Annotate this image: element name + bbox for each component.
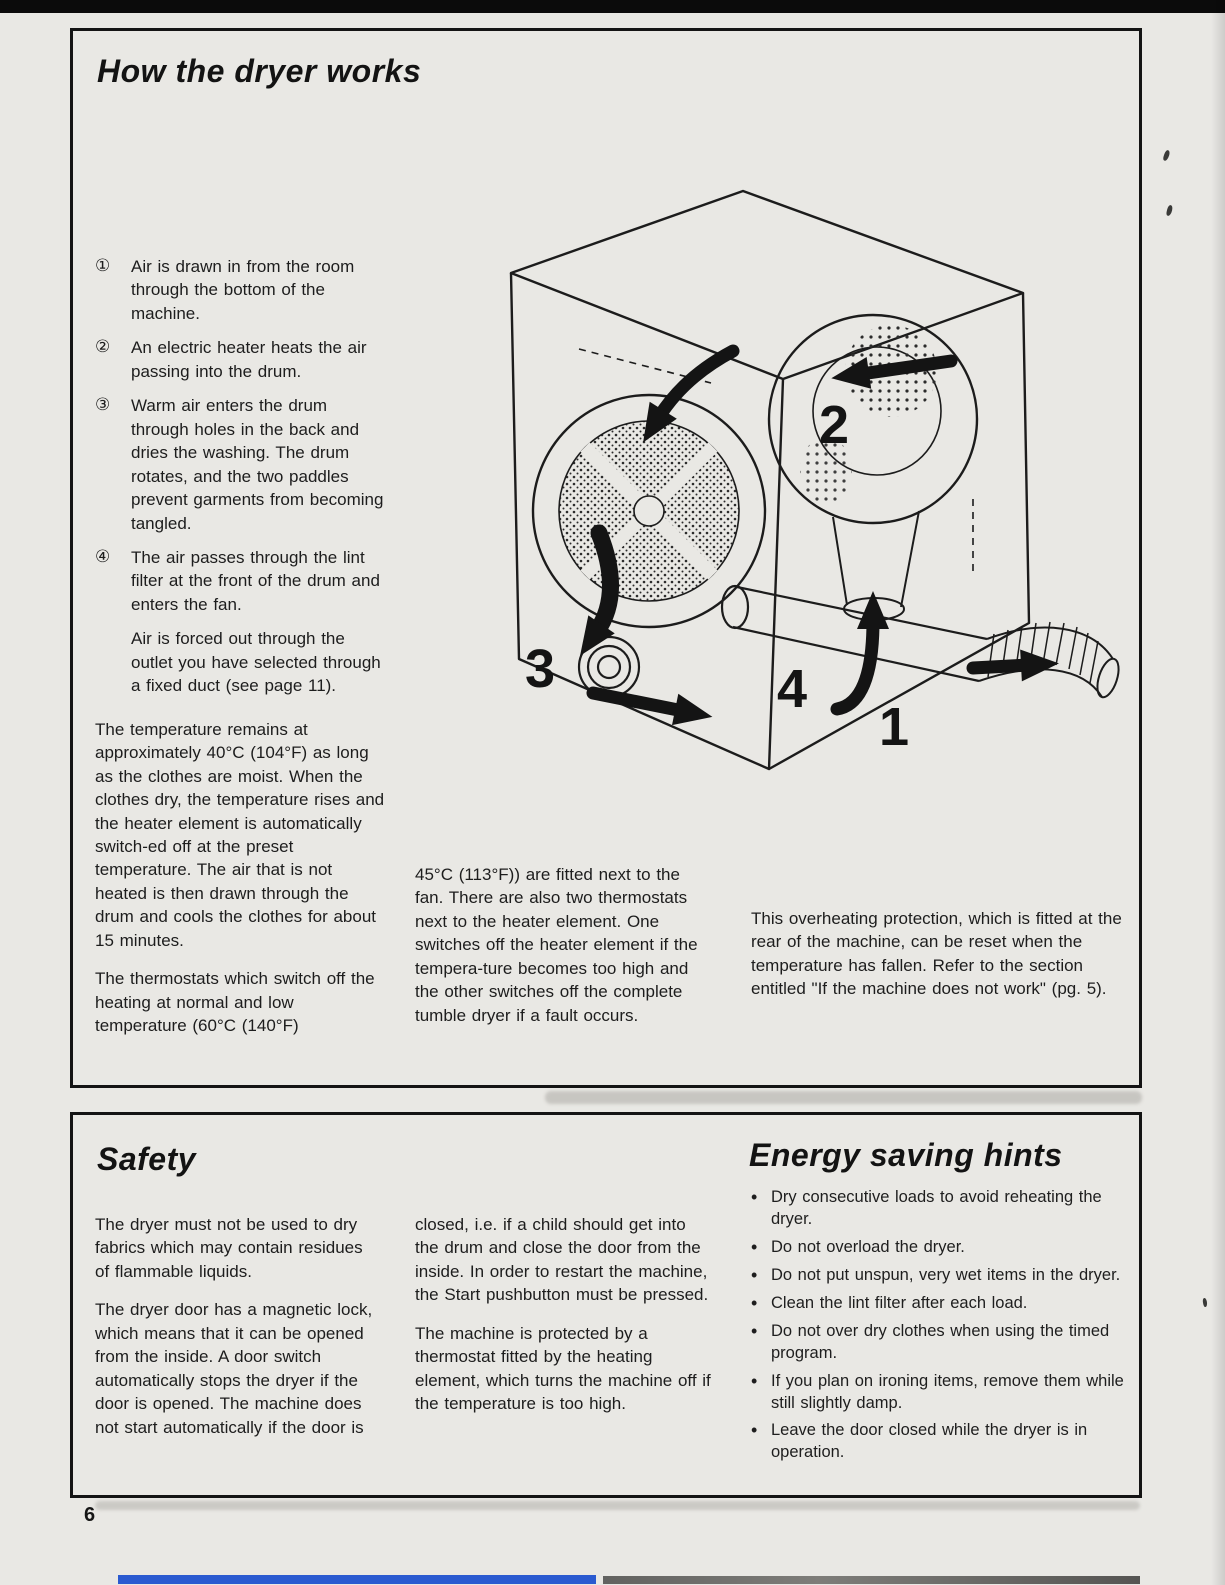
- section-title-energy-saving-hints: Energy saving hints: [749, 1137, 1063, 1173]
- step-text-4: The air passes through the lint filter at the front of the drum and enters the fan.: [131, 547, 380, 614]
- scan-smudge: [95, 1501, 1140, 1510]
- diagram-label-3: 3: [525, 639, 556, 699]
- step-number-1: ①: [95, 256, 111, 276]
- numbered-steps-list: [95, 255, 389, 616]
- how-it-works-step-column: [95, 255, 389, 1053]
- diagram-label-1: 1: [879, 697, 910, 757]
- step-item-2: [95, 336, 389, 383]
- magnetic-lock-paragraph: The dryer door has a magnetic lock, which means that it can be opened from the inside. A door switch automatically stops the dryer if the door is opened. The machine does not start automatically if the door is: [95, 1300, 373, 1437]
- energy-hint-6: • If you plan on ironing items, remove them while still slightly damp.: [749, 1371, 1139, 1415]
- safety-column-2: [415, 1213, 711, 1431]
- section-title-how-dryer-works: How the dryer works: [97, 53, 422, 89]
- step-4-continuation: Air is forced out through the outlet you have selected through a fixed duct (see page 11).: [131, 629, 381, 696]
- scan-edge-shadow: [1211, 0, 1225, 1585]
- child-safety-paragraph: closed, i.e. if a child should get into the drum and close the door from the inside. In order to restart the machine, the Start pushbutton must be pressed.: [415, 1215, 709, 1305]
- diagram-label-4: 4: [777, 659, 808, 719]
- scan-artifact: [1162, 149, 1170, 161]
- step-text-3: Warm air enters the drum through holes in the back and dries the washing. The drum rotates, and the two paddles prevent garments from becoming tangled.: [131, 396, 384, 533]
- section-title-safety: Safety: [97, 1141, 197, 1177]
- step-item-3: [95, 394, 389, 535]
- energy-hint-2: • Do not overload the dryer.: [749, 1237, 1139, 1259]
- scan-top-bar: [0, 0, 1225, 13]
- energy-hint-7: • Leave the door closed while the dryer is in operation.: [749, 1420, 1139, 1464]
- page-number: 6: [84, 1504, 96, 1526]
- diagram-label-2: 2: [819, 395, 850, 455]
- step-number-3: ③: [95, 395, 111, 416]
- scan-bottom-blue-strip: [118, 1575, 596, 1584]
- thermostats-paragraph: The thermostats which switch off the heating at normal and low temperature (60°C (140°F): [95, 969, 375, 1036]
- step-text-2: An electric heater heats the air passing into the drum.: [131, 338, 367, 381]
- overheating-right-column: [751, 907, 1125, 1016]
- step-text-1: Air is drawn in from the room through the bottom of the machine.: [131, 257, 355, 323]
- step-item-1: [95, 255, 389, 325]
- thermostat-detail-paragraph: 45°C (113°F)) are fitted next to the fan. There are also two thermostats next to the heater element. One switches off the heater element if the tempera-ture becomes too high and the other switches off the complete tumble dryer if a fault occurs.: [415, 865, 698, 1025]
- thermostat-protection-paragraph: The machine is protected by a thermostat fitted by the heating element, which turns the machine off if the temperature is too high.: [415, 1323, 711, 1414]
- left-paragraph-block: [95, 718, 389, 1038]
- overheating-paragraph: This overheating protection, which is fitted at the rear of the machine, can be reset when the temperature has fallen. Refer to the section entitled "If the machine does not work" (pg. 5).: [751, 909, 1122, 999]
- step-item-4: [95, 546, 389, 616]
- flammable-liquids-paragraph: The dryer must not be used to dry fabrics which may contain residues of flammable liquids.: [95, 1215, 363, 1281]
- safety-column-1: [95, 1213, 379, 1454]
- scan-bottom-dark-strip: [603, 1576, 1140, 1584]
- dryer-diagram: [481, 181, 1143, 857]
- energy-hint-1: • Dry consecutive loads to avoid reheating the dryer.: [749, 1187, 1139, 1231]
- dryer-diagram-illustration: [481, 181, 1143, 857]
- scan-artifact: [1166, 205, 1174, 217]
- scan-artifact: [1202, 1298, 1208, 1308]
- how-dryer-works-section: [70, 28, 1142, 1088]
- energy-hint-3: • Do not put unspun, very wet items in the dryer.: [749, 1265, 1139, 1287]
- step-number-4: ④: [95, 546, 111, 567]
- scan-smudge: [545, 1091, 1142, 1104]
- temperature-paragraph: The temperature remains at approximately 40°C (104°F) as long as the clothes are moist. When the clothes dry, the temperature rises and the heater element is automatically switch-ed off at the preset temperature. The air that is not heated is then drawn through the drum and cools the clothes for about 15 minutes.: [95, 719, 385, 950]
- energy-hint-5: • Do not over dry clothes when using the timed program.: [749, 1321, 1139, 1365]
- safety-energy-section: [70, 1112, 1142, 1498]
- energy-saving-hints-list: [749, 1187, 1139, 1470]
- step-number-2: ②: [95, 337, 111, 358]
- thermostat-middle-column: [415, 863, 711, 1042]
- energy-hint-4: • Clean the lint filter after each load.: [749, 1293, 1139, 1315]
